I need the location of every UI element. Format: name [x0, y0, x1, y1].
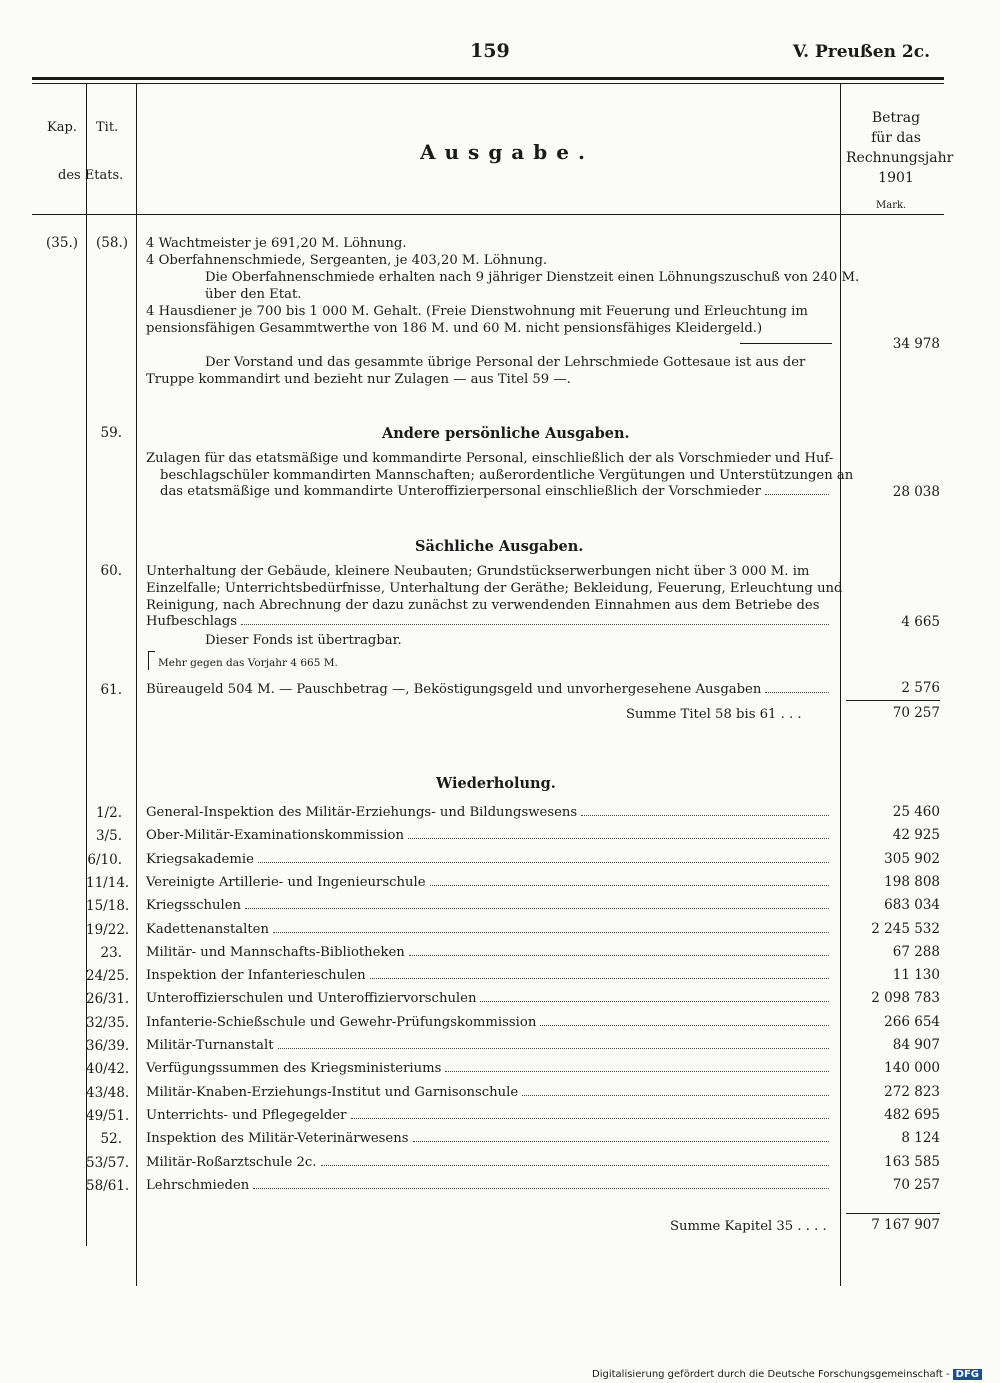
tit-number: 43/48.	[86, 1085, 130, 1101]
text-line: 4 Oberfahnenschmiede, Sergeanten, je 403,20 M. Löhnung.	[146, 253, 548, 268]
item-label: Kriegsschulen	[146, 898, 242, 913]
col-divider-betrag	[840, 84, 841, 1286]
amount: 84 907	[892, 1037, 940, 1053]
sum-amount: 70 257	[892, 705, 940, 721]
tit-number: 49/51.	[86, 1108, 130, 1124]
page-title: Ausgabe.	[420, 140, 594, 164]
betrag-line: für das	[871, 130, 921, 146]
header-tit: Tit.	[96, 120, 119, 135]
list-item	[146, 1131, 832, 1149]
tit-number: 3/5.	[95, 828, 122, 844]
leader-line	[146, 614, 832, 632]
tit-number: 59.	[100, 425, 122, 441]
tit-number: 52.	[100, 1131, 122, 1147]
amount: 42 925	[892, 827, 940, 843]
item-label: Infanterie-Schießschule und Gewehr-Prüfungskommission	[146, 1015, 537, 1030]
bracket	[148, 651, 155, 670]
leader-line	[160, 484, 832, 502]
text-line: Der Vorstand und das gesammte übrige Personal der Lehrschmiede Gottesaue ist aus der	[205, 355, 806, 370]
amount: 70 257	[892, 1177, 940, 1193]
text-line: beschlagschüler kommandirten Mannschaften; außerordentliche Vergütungen und Unterstützungen an	[160, 468, 854, 483]
text-line: pensionsfähigen Gesammtwerthe von 186 M. und 60 M. nicht pensionsfähiges Kleidergeld.)	[146, 321, 763, 336]
page-number: 159	[470, 40, 510, 62]
item-label: Vereinigte Artillerie- und Ingenieurschule	[146, 875, 426, 890]
amount: 67 288	[892, 944, 940, 960]
sum-rule	[846, 1213, 940, 1214]
amount: 266 654	[884, 1014, 940, 1030]
amount: 198 808	[884, 874, 940, 890]
amount: 28 038	[892, 484, 940, 500]
tit-number: 1/2.	[95, 805, 122, 821]
leader-line	[146, 682, 832, 700]
amount: 34 978	[892, 336, 940, 352]
note: Dieser Fonds ist übertragbar.	[205, 633, 402, 648]
item-label: Verfügungssummen des Kriegsministeriums	[146, 1061, 442, 1076]
sum-amount: 7 167 907	[871, 1217, 940, 1233]
text-line: 4 Hausdiener je 700 bis 1 000 M. Gehalt. (Freie Dienstwohnung mit Feuerung und Erleuchtung im	[146, 304, 808, 319]
amount: 4 665	[901, 614, 940, 630]
list-item	[146, 1085, 832, 1103]
col-divider-tit	[136, 84, 137, 1286]
text-line: Unterhaltung der Gebäude, kleinere Neubauten; Grundstückserwerbungen nicht über 3 000 M. im	[146, 564, 810, 579]
section-heading: Sächliche Ausgaben.	[415, 538, 584, 555]
running-head: V. Preußen 2c.	[792, 42, 930, 62]
list-item	[146, 1178, 832, 1196]
text-line: Hufbeschlags	[146, 614, 238, 629]
tit-number: 60.	[100, 563, 122, 579]
text-line: 4 Wachtmeister je 691,20 M. Löhnung.	[146, 236, 407, 251]
amount: 163 585	[884, 1154, 940, 1170]
amount: 140 000	[884, 1060, 940, 1076]
item-label: Inspektion des Militär-Veterinärwesens	[146, 1131, 409, 1146]
top-rule-thick	[32, 77, 944, 80]
list-item	[146, 968, 832, 986]
tit-number: 26/31.	[86, 991, 130, 1007]
header-des-etats: des Etats.	[58, 168, 124, 183]
dfg-logo: DFG	[953, 1369, 982, 1380]
text-line: Reinigung, nach Abrechnung der dazu zunächst zu verwendenden Einnahmen aus dem Betriebe des	[146, 598, 820, 613]
header-betrag	[846, 108, 954, 188]
list-item	[146, 945, 832, 963]
amount: 2 576	[901, 680, 940, 696]
footer-text: Digitalisierung gefördert durch die Deutsche Forschungsgemeinschaft -	[592, 1369, 950, 1380]
item-label: Militär-Roßarztschule 2c.	[146, 1155, 317, 1170]
section-heading: Andere persönliche Ausgaben.	[382, 425, 630, 442]
item-label: General-Inspektion des Militär-Erziehungs- und Bildungswesens	[146, 805, 578, 820]
item-label: Militär-Turnanstalt	[146, 1038, 274, 1053]
item-label: Unterrichts- und Pflegegelder	[146, 1108, 347, 1123]
item-label: Lehrschmieden	[146, 1178, 250, 1193]
tit-number: 19/22.	[86, 922, 130, 938]
tit-number: (58.)	[96, 235, 129, 251]
item-label: Kadettenanstalten	[146, 922, 269, 937]
text-line: Truppe kommandirt und bezieht nur Zulagen — aus Titel 59 —.	[146, 372, 571, 387]
list-item	[146, 1155, 832, 1173]
amount: 11 130	[892, 967, 940, 983]
betrag-line: Betrag	[871, 110, 921, 126]
header-mark: Mark.	[876, 200, 907, 211]
section-heading: Wiederholung.	[436, 775, 556, 792]
amount: 482 695	[884, 1107, 940, 1123]
tit-number: 15/18.	[86, 898, 130, 914]
header-bottom-rule	[32, 214, 944, 215]
list-item	[146, 852, 832, 870]
list-item	[146, 805, 832, 823]
list-item	[146, 1015, 832, 1033]
tit-number: 11/14.	[86, 875, 130, 891]
text-line: Zulagen für das etatsmäßige und kommandirte Personal, einschließlich der als Vorschmieder und Huf-	[146, 451, 834, 466]
item-label: Kriegsakademie	[146, 852, 254, 867]
amount: 2 098 783	[871, 990, 940, 1006]
tit-number: 36/39.	[86, 1038, 130, 1054]
item-label: Unteroffizierschulen und Unteroffiziervorschulen	[146, 991, 477, 1006]
tit-number: 24/25.	[86, 968, 130, 984]
item-label: Militär- und Mannschafts-Bibliotheken	[146, 945, 405, 960]
amount: 683 034	[884, 897, 940, 913]
list-item	[146, 922, 832, 940]
text-line: Die Oberfahnenschmiede erhalten nach 9 jähriger Dienstzeit einen Löhnungszuschuß von 240 M.	[205, 270, 860, 285]
amount: 25 460	[892, 804, 940, 820]
top-rule-thin	[32, 83, 944, 84]
sum-label: Summe Kapitel 35 . . . .	[670, 1219, 827, 1234]
item-label: Militär-Knaben-Erziehungs-Institut und Garnisonschule	[146, 1085, 519, 1100]
short-rule	[740, 343, 832, 344]
list-item	[146, 1061, 832, 1079]
amount: 305 902	[884, 851, 940, 867]
tit-number: 32/35.	[86, 1015, 130, 1031]
header-kap: Kap.	[47, 120, 77, 135]
item-label: Inspektion der Infanterieschulen	[146, 968, 366, 983]
sum-label: Summe Titel 58 bis 61 . . .	[626, 707, 802, 722]
text-line: Einzelfalle; Unterrichtsbedürfnisse, Unterhaltung der Geräthe; Bekleidung, Feuerung, Erleuchtung und	[146, 581, 843, 596]
betrag-line: Rechnungsjahr	[846, 150, 954, 166]
list-item	[146, 875, 832, 893]
amount: 272 823	[884, 1084, 940, 1100]
tit-number: 6/10.	[87, 852, 122, 868]
tit-number: 61.	[100, 682, 122, 698]
text-line: das etatsmäßige und kommandirte Unteroffizierpersonal einschließlich der Vorschmieder	[160, 484, 761, 499]
list-item	[146, 1108, 832, 1126]
tit-number: 53/57.	[86, 1155, 130, 1171]
mehr-note: Mehr gegen das Vorjahr 4 665 M.	[158, 657, 338, 669]
list-item	[146, 991, 832, 1009]
tit-number: 40/42.	[86, 1061, 130, 1077]
list-item	[146, 828, 832, 846]
text-line: über den Etat.	[205, 287, 302, 302]
kap-number: (35.)	[46, 235, 79, 251]
list-item	[146, 898, 832, 916]
footer	[592, 1369, 982, 1380]
list-item	[146, 1038, 832, 1056]
amount: 8 124	[901, 1130, 940, 1146]
amount: 2 245 532	[871, 921, 940, 937]
tit-number: 23.	[100, 945, 122, 961]
text-line: Büreaugeld 504 M. — Pauschbetrag —, Beköstigungsgeld und unvorhergesehene Ausgaben	[146, 682, 762, 697]
betrag-year: 1901	[878, 170, 914, 186]
item-label: Ober-Militär-Examinationskommission	[146, 828, 404, 843]
tit-number: 58/61.	[86, 1178, 130, 1194]
sum-rule	[846, 700, 940, 701]
